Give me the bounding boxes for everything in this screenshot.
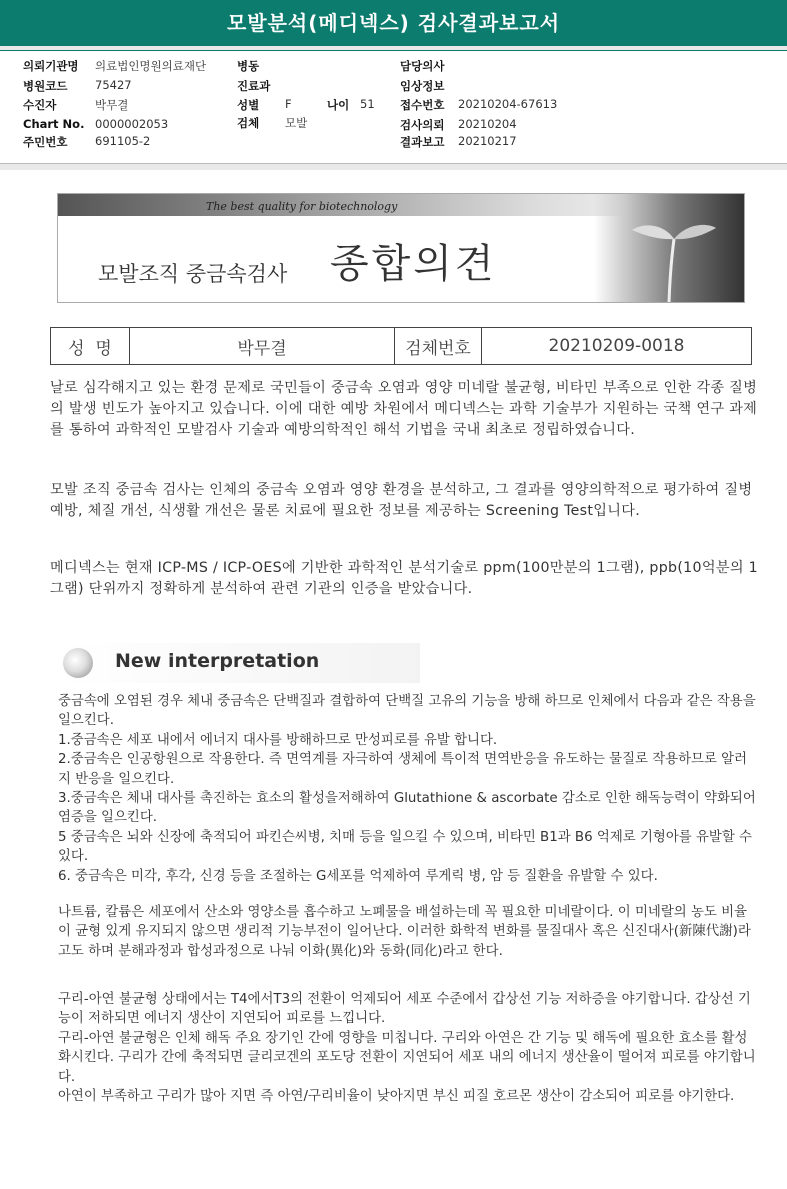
- name-table: [50, 327, 752, 365]
- intro-paragraph-2: 모발 조직 중금속 검사는 인체의 중금속 오염과 영양 환경을 분석하고, 그 결과를 영양의학적으로 평가하여 질병 예방, 체질 개선, 식생활 개선은 물론 치료에 필요한 정보를 제공하는 Screening Test입니다.: [50, 482, 753, 519]
- intro-paragraph-3: 메디넥스는 현재 ICP-MS / ICP-OES에 기반한 과학적인 분석기술로 ppm(100만분의 1그램), ppb(10억분의 1그램) 단위까지 정확하게 분석하여 관련 기관의 인증을 받았습니다.: [50, 560, 758, 597]
- sex-label: 성별: [237, 98, 260, 112]
- specimen-label: 검체: [237, 116, 260, 130]
- interpretation-block-2: 나트륨, 칼륨은 세포에서 산소와 영양소를 흡수하고 노폐물을 배설하는데 꼭 필요한 미네랄이다. 이 미네랄의 농도 비율이 균형 있게 유지되지 않으면 생리적 기능부전이 일어난다. 이러한 화학적 변화를 물질대사 혹은 신진대사(新陳代謝)라고도 하며 분해과정과 합성과정으로 나눠 이화(異化)와 동화(同化)라고 한다.: [58, 905, 751, 959]
- specimen-no-value: 20210209-0018: [548, 336, 685, 356]
- name-label-cell: [51, 328, 130, 364]
- patient-info-box: [0, 50, 787, 164]
- interpretation-heading: New interpretation: [115, 650, 320, 672]
- receipt-value: 20210204-67613: [458, 97, 558, 111]
- clinical-label: 임상정보: [400, 79, 445, 93]
- banner-subtitle: 모발조직 중금속검사: [98, 262, 288, 286]
- chart-label: Chart No.: [23, 117, 85, 131]
- ward-label: 병동: [237, 59, 260, 73]
- name-value: 박무결: [237, 338, 287, 359]
- banner-title: 종합의견: [330, 241, 497, 287]
- report-label: 결과보고: [400, 135, 445, 149]
- age-label: 나이: [327, 98, 350, 112]
- rrn-label: 주민번호: [23, 135, 68, 149]
- institution-value: 의료법인명원의료재단: [95, 59, 207, 73]
- hospital-code-label: 병원코드: [23, 79, 68, 93]
- banner-tagline: The best quality for biotechnology: [206, 200, 398, 213]
- report-value: 20210217: [458, 134, 517, 148]
- name-value-cell: [130, 328, 395, 364]
- sprout-image: [594, 194, 744, 302]
- rrn-value: 691105-2: [95, 134, 151, 148]
- dept-label: 진료과: [237, 79, 271, 93]
- specimen-no-label-cell: [395, 328, 482, 364]
- chart-value: 0000002053: [95, 117, 169, 131]
- interpretation-block-3: 구리-아연 불균형 상태에서는 T4에서T3의 전환이 억제되어 세포 수준에서 갑상선 기능 저하증을 야기합니다. 갑상선 기능이 저하되면 에너지 생산이 지연되어 피로를 느낍니다. 구리-아연 불균형은 인체 해독 주요 장기인 간에 영향을 미칩니다. 구리와 아연은 간 기능 및 해독에 필요한 효소를 활성화시킨다. 구리가 간에 축적되면 글리코겐의 포도당 전환이 지연되어 세포 내의 에너지 생산율이 떨어져 피로를 야기합니다. 아연이 부족하고 구리가 많아 지면 즉 아연/구리비율이 낮아지면 부신 피질 호르몬 생산이 감소되어 피로를 야기한다.: [58, 992, 756, 1105]
- receipt-label: 접수번호: [400, 98, 445, 112]
- interpretation-block-1: 중금속에 오염된 경우 체내 중금속은 단백질과 결합하여 단백질 고유의 기능을 방해 하므로 인체에서 다음과 같은 작용을 일으킨다. 1.중금속은 세포 내에서 에너지 대사를 방해하므로 만성피로를 유발 합니다. 2.중금속은 인공항원으로 작용한다. 즉 면역계를 자극하여 생체에 특이적 면역반응을 유도하는 물질로 작용하므로 알러지 반응을 일으킨다. 3.중금속은 체내 대사를 촉진하는 효소의 활성을저해하여 Glutathione & ascorbate 감소로 인한 해독능력이 약화되어 염증을 일으킨다. 5 중금속은 뇌와 신장에 축적되어 파킨슨씨병, 치매 등을 일으킬 수 있으며, 비타민 B1과 B6 억제로 기형아를 유발할 수 있다. 6. 중금속은 미각, 후각, 신경 등을 조절하는 G세포를 억제하여 루게릭 병, 암 등 질환을 유발할 수 있다.: [58, 694, 756, 884]
- report-title: 모발분석(메디넥스) 검사결과보고서: [226, 11, 561, 35]
- sprout-icon: [594, 194, 744, 302]
- sex-value: F: [285, 97, 292, 111]
- report-title-bar: [0, 0, 787, 46]
- request-value: 20210204: [458, 117, 517, 131]
- intro-paragraph-1: 날로 심각해지고 있는 환경 문제로 국민들이 중금속 오염과 영양 미네랄 불균형, 비타민 부족으로 인한 각종 질병의 발생 빈도가 높아지고 있습니다. 이에 대한 예방 차원에서 메디넥스는 과학 기술부가 지원하는 국책 연구 과제를 통하여 과학적인 모발검사 기술과 예방의학적인 해석 기법을 국내 최초로 정립하였습니다.: [50, 380, 758, 438]
- summary-banner: [57, 193, 745, 303]
- specimen-no-label: 검체번호: [405, 338, 471, 359]
- age-value: 51: [360, 97, 375, 111]
- specimen-no-value-cell: [482, 328, 751, 364]
- doctor-label: 담당의사: [400, 59, 445, 73]
- patient-label: 수진자: [23, 98, 57, 112]
- institution-label: 의뢰기관명: [23, 59, 79, 73]
- hospital-code-value: 75427: [95, 78, 132, 92]
- request-label: 검사의뢰: [400, 118, 445, 132]
- patient-value: 박무결: [95, 98, 129, 112]
- name-label: 성 명: [68, 338, 112, 359]
- sphere-icon: [63, 648, 93, 678]
- specimen-value: 모발: [285, 116, 308, 130]
